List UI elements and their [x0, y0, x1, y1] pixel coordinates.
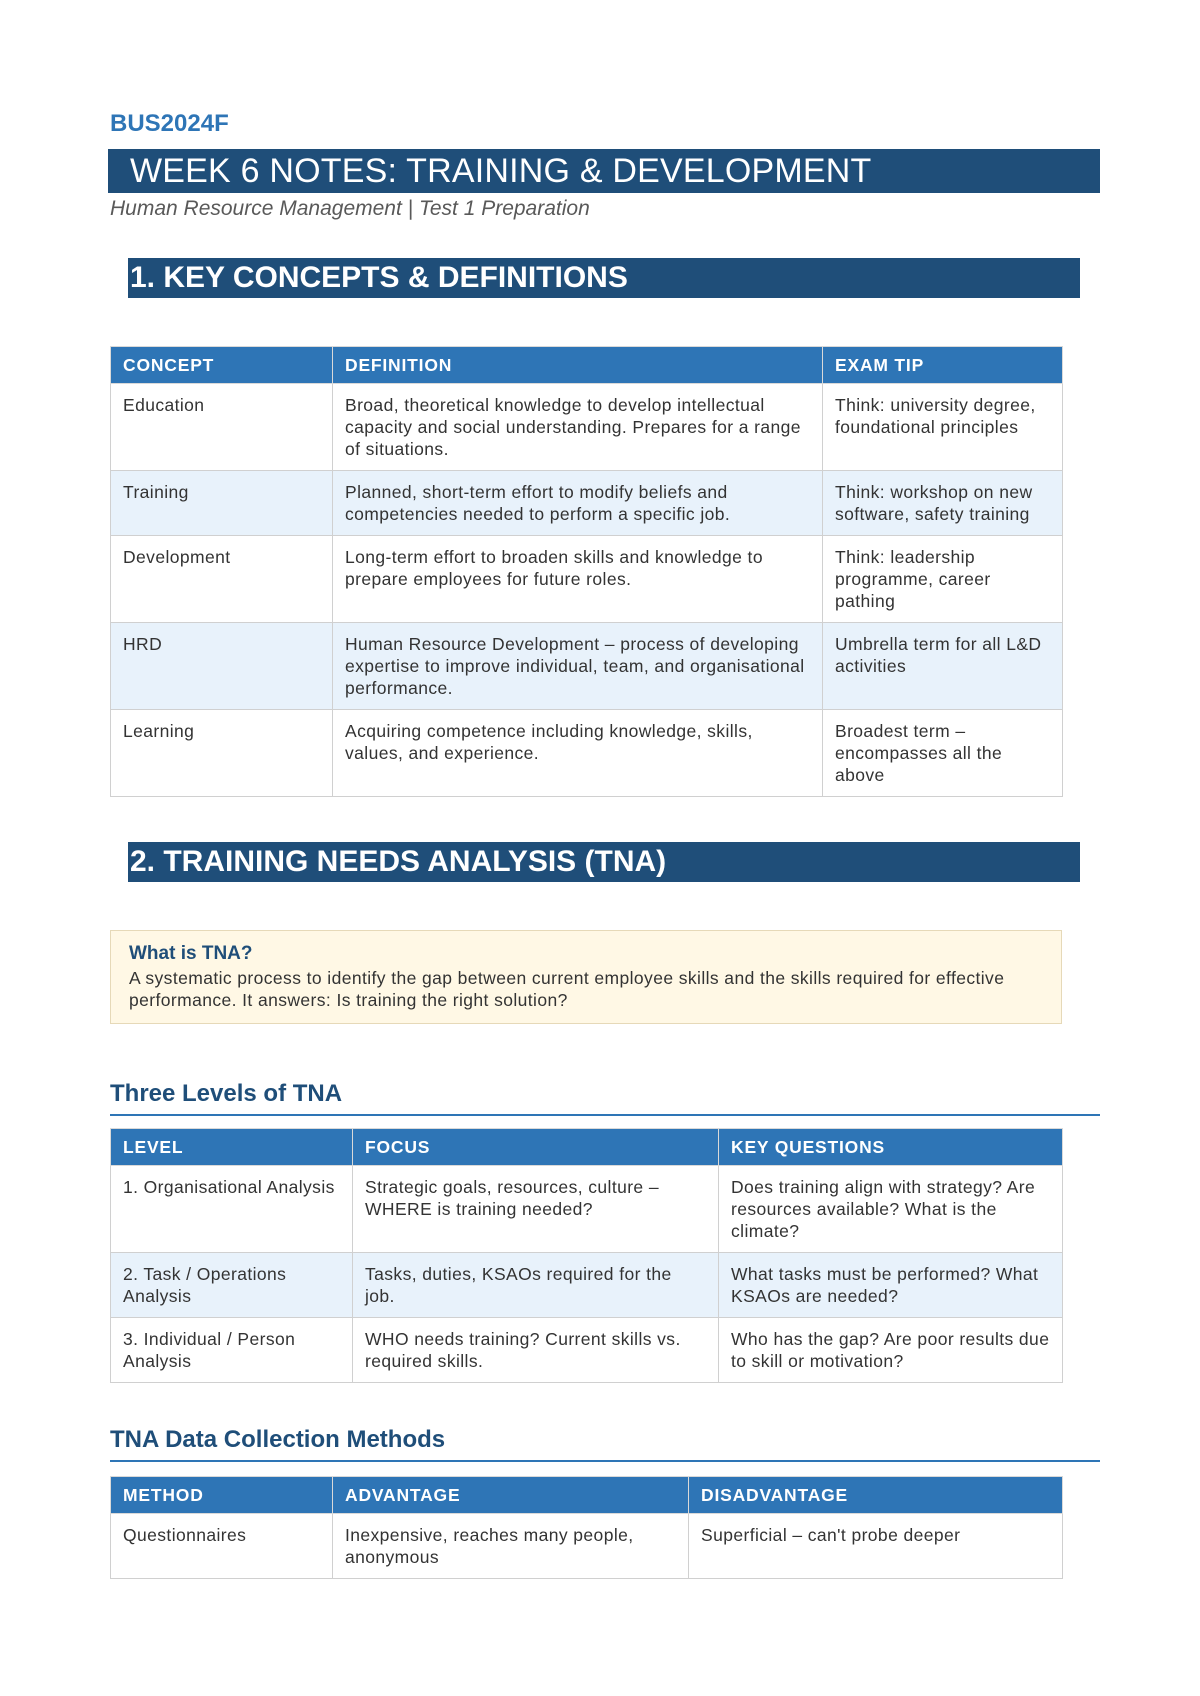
definition-cell: Acquiring competence including knowledge, skills, values, and experience. — [333, 710, 823, 797]
exam-tip-cell: Think: leadership programme, career pathing — [823, 536, 1063, 623]
table-header-row — [111, 1129, 1063, 1166]
definition-cell: Broad, theoretical knowledge to develop intellectual capacity and social understanding. Prepares for a range of situations. — [333, 384, 823, 471]
callout-title: What is TNA? — [129, 943, 253, 964]
exam-tip-cell: Umbrella term for all L&D activities — [823, 623, 1063, 710]
key-questions-cell: Who has the gap? Are poor results due to skill or motivation? — [719, 1318, 1063, 1383]
method-cell: Questionnaires — [111, 1514, 333, 1579]
table-row — [111, 710, 1063, 797]
concept-cell: Training — [111, 471, 333, 536]
column-header: METHOD — [111, 1477, 333, 1514]
tna-callout-box — [110, 930, 1062, 1024]
section-heading-key-concepts: 1. KEY CONCEPTS & DEFINITIONS — [128, 258, 1080, 298]
level-cell: 3. Individual / Person Analysis — [111, 1318, 353, 1383]
advantage-cell: Inexpensive, reaches many people, anonymous — [333, 1514, 689, 1579]
document-title: WEEK 6 NOTES: TRAINING & DEVELOPMENT — [108, 149, 1100, 193]
exam-tip-cell: Think: university degree, foundational principles — [823, 384, 1063, 471]
exam-tip-cell: Think: workshop on new software, safety training — [823, 471, 1063, 536]
disadvantage-cell: Superficial – can't probe deeper — [689, 1514, 1063, 1579]
column-header: ADVANTAGE — [333, 1477, 689, 1514]
sub-heading-three-levels: Three Levels of TNA — [110, 1080, 1100, 1116]
tna-levels-table — [110, 1128, 1063, 1383]
level-cell: 1. Organisational Analysis — [111, 1166, 353, 1253]
callout-text: A systematic process to identify the gap between current employee skills and the skills required for effective performance. It answers: Is training the right solution? — [129, 968, 1005, 1010]
table-row — [111, 536, 1063, 623]
column-header: DEFINITION — [333, 347, 823, 384]
concept-cell: Education — [111, 384, 333, 471]
key-questions-cell: What tasks must be performed? What KSAOs are needed? — [719, 1253, 1063, 1318]
column-header: CONCEPT — [111, 347, 333, 384]
key-questions-cell: Does training align with strategy? Are resources available? What is the climate? — [719, 1166, 1063, 1253]
column-header: LEVEL — [111, 1129, 353, 1166]
document-subtitle: Human Resource Management | Test 1 Preparation — [110, 197, 590, 220]
column-header: DISADVANTAGE — [689, 1477, 1063, 1514]
table-header-row — [111, 347, 1063, 384]
table-row — [111, 1318, 1063, 1383]
column-header: FOCUS — [353, 1129, 719, 1166]
definition-cell: Human Resource Development – process of developing expertise to improve individual, team, and organisational performance. — [333, 623, 823, 710]
column-header: EXAM TIP — [823, 347, 1063, 384]
sub-heading-data-collection: TNA Data Collection Methods — [110, 1426, 1100, 1462]
table-row — [111, 1514, 1063, 1579]
focus-cell: Tasks, duties, KSAOs required for the job. — [353, 1253, 719, 1318]
section-heading-tna: 2. TRAINING NEEDS ANALYSIS (TNA) — [128, 842, 1080, 882]
focus-cell: Strategic goals, resources, culture – WHERE is training needed? — [353, 1166, 719, 1253]
table-row — [111, 623, 1063, 710]
concept-cell: Development — [111, 536, 333, 623]
definition-cell: Long-term effort to broaden skills and knowledge to prepare employees for future roles. — [333, 536, 823, 623]
level-cell: 2. Task / Operations Analysis — [111, 1253, 353, 1318]
course-code: BUS2024F — [110, 110, 229, 137]
table-row — [111, 384, 1063, 471]
exam-tip-cell: Broadest term – encompasses all the above — [823, 710, 1063, 797]
column-header: KEY QUESTIONS — [719, 1129, 1063, 1166]
key-concepts-table — [110, 346, 1063, 797]
table-row — [111, 1166, 1063, 1253]
concept-cell: Learning — [111, 710, 333, 797]
tna-methods-table — [110, 1476, 1063, 1579]
definition-cell: Planned, short-term effort to modify beliefs and competencies needed to perform a specific job. — [333, 471, 823, 536]
table-row — [111, 1253, 1063, 1318]
concept-cell: HRD — [111, 623, 333, 710]
table-header-row — [111, 1477, 1063, 1514]
table-row — [111, 471, 1063, 536]
focus-cell: WHO needs training? Current skills vs. required skills. — [353, 1318, 719, 1383]
